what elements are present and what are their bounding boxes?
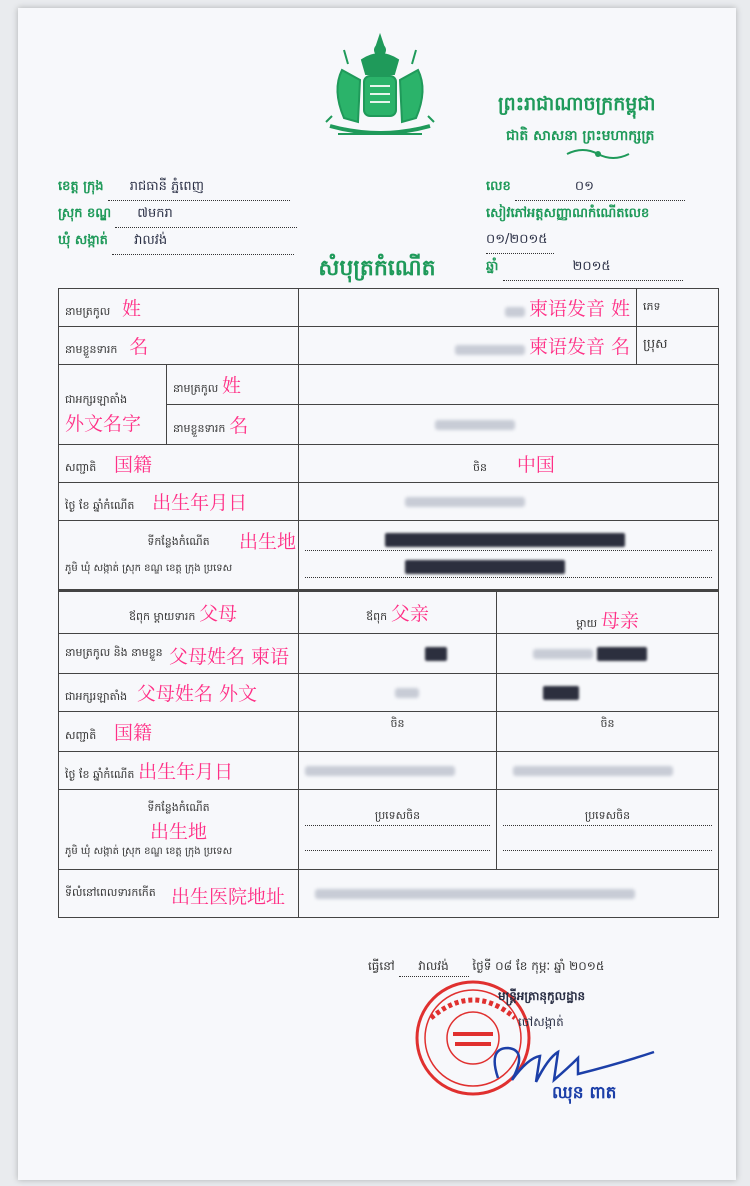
parent-latin-label: ជាអក្សរឡាតាំង [65, 690, 128, 703]
table-row [59, 521, 719, 591]
pob-label: ទីកន្លែងកំណើត [147, 534, 210, 548]
parent-name-label: នាមត្រកូល និង នាមខ្លួន [65, 646, 163, 659]
pob-cell [59, 521, 299, 591]
redacted-text [455, 345, 525, 355]
latin-given-annotation: 名 [229, 415, 249, 437]
table-row [59, 752, 719, 790]
latin-given-value-cell [299, 405, 719, 445]
redacted-text [385, 533, 625, 547]
parent-name-cell [59, 634, 299, 674]
latin-given-label: នាមខ្លួនទារក [173, 422, 226, 435]
father-header-cell [299, 591, 497, 634]
given-name-cell [59, 327, 299, 365]
mother-name-cell [497, 634, 719, 674]
given-name-annotation: 名 [129, 336, 149, 358]
redacted-text [505, 307, 525, 317]
sex-value-cell [637, 327, 719, 365]
redacted-text [597, 647, 647, 661]
table-row [59, 365, 719, 405]
parent-pob-cell [59, 790, 299, 870]
mother-country: ប្រទេសចិន [503, 809, 712, 826]
register-label: សៀវភៅអត្តសញ្ញាណកំណើតលេខ [486, 206, 650, 221]
officer-name: ឈុន ពាត [552, 1083, 617, 1103]
sex-value: ប្រុស [643, 337, 668, 352]
latin-surname-label: នាមត្រកូល [173, 382, 219, 395]
redacted-text [405, 497, 525, 507]
table-row [59, 674, 719, 712]
parent-latin-annotation: 父母姓名 外文 [136, 683, 257, 705]
national-motto: ជាតិ សាសនា ព្រះមហាក្សត្រ [506, 128, 655, 144]
table-row [59, 327, 719, 365]
officer-role: ចៅសង្កាត់ [518, 1015, 564, 1029]
redacted-text [405, 560, 565, 574]
done-at-label: ធ្វើនៅ [368, 959, 395, 973]
parent-pob-label: ទីកន្លែងកំណើត [147, 800, 210, 814]
commune-label: ឃុំ សង្កាត់ [58, 233, 108, 248]
parent-nationality-cell [59, 712, 299, 752]
latin-surname-cell [167, 365, 299, 405]
table-row [59, 483, 719, 521]
province-value: រាជធានី ភ្នំពេញ [108, 174, 290, 201]
pob-annotation: 出生地 [239, 531, 297, 553]
father-label: ឪពុក [366, 610, 388, 623]
father-country: ប្រទេសចិន [305, 809, 490, 826]
mother-nationality-cell [497, 712, 719, 752]
number-value: ០១ [515, 174, 685, 201]
issue-date: ថ្ងៃទី ០៨ ខែ កុម្ភៈ ឆ្នាំ ២០១៥ [472, 959, 605, 973]
commune-value: វាលវង់ [112, 228, 294, 255]
birth-certificate-page [18, 8, 736, 1180]
nationality-cell [59, 445, 299, 483]
surname-value-annotation: 柬语发音 姓 [528, 298, 631, 320]
sex-label-cell [637, 289, 719, 327]
mother-label: ម្ដាយ [576, 617, 598, 630]
parents-cell [59, 591, 299, 634]
table-row [59, 445, 719, 483]
parents-label: ឪពុក ម្ដាយទារក [129, 610, 196, 623]
redacted-text [543, 686, 579, 700]
mother-dob-cell [497, 752, 719, 790]
year-label: ឆ្នាំ [486, 259, 499, 274]
pob-value-cell [299, 521, 719, 591]
residence-cell [59, 870, 299, 918]
pob-sublabel: ភូមិ ឃុំ សង្កាត់ ស្រុក ខណ្ឌ ខេត្ត ក្រុង ប្រទេស [65, 562, 233, 574]
redacted-text [533, 649, 593, 659]
district-value: ៧មករា [115, 201, 297, 228]
latin-name-cell [59, 365, 167, 445]
given-name-label: នាមខ្លួនទារក [65, 343, 118, 356]
officer-title: មន្ត្រីអត្រានុកូលដ្ឋាន [498, 989, 586, 1003]
latin-name-annotation: 外文名字 [65, 413, 142, 435]
father-nationality: ចិន [390, 717, 405, 730]
ornament-divider-icon [563, 146, 633, 162]
redacted-text [513, 766, 673, 776]
surname-cell [59, 289, 299, 327]
latin-name-label: ជាអក្សរឡាតាំង [65, 393, 128, 406]
parent-dob-annotation: 出生年月日 [138, 761, 234, 783]
latin-surname-annotation: 姓 [222, 375, 242, 397]
province-label: ខេត្ត ក្រុង [58, 179, 104, 194]
table-row [59, 591, 719, 634]
redacted-text [395, 688, 419, 698]
surname-label: នាមត្រកូល [65, 305, 111, 318]
year-value: ២០១៥ [503, 254, 683, 281]
father-pob-cell [299, 790, 497, 870]
father-name-cell [299, 634, 497, 674]
latin-surname-value-cell [299, 365, 719, 405]
number-label: លេខ [486, 179, 511, 194]
residence-value-cell [299, 870, 719, 918]
latin-given-cell [167, 405, 299, 445]
parent-dob-label: ថ្ងៃ ខែ ឆ្នាំកំណើត [65, 768, 135, 781]
royal-coat-of-arms-emblem [318, 30, 442, 146]
father-nationality-cell [299, 712, 497, 752]
parents-annotation: 父母 [199, 603, 238, 625]
nationality-value-annotation: 中国 [516, 454, 555, 476]
sex-label: ភេទ [643, 300, 661, 313]
surname-annotation: 姓 [122, 298, 142, 320]
parent-nationality-label: សញ្ជាតិ [65, 729, 97, 742]
table-row [59, 289, 719, 327]
table-row [59, 790, 719, 870]
nationality-value: ចិន [473, 461, 487, 474]
parent-name-annotation: 父母姓名 柬语 [169, 646, 290, 668]
table-row [59, 634, 719, 674]
redacted-text [315, 889, 635, 899]
father-latin-cell [299, 674, 497, 712]
residence-annotation: 出生医院地址 [171, 886, 286, 908]
residence-label: ទីលំនៅពេលទារកកើត [65, 886, 156, 899]
father-annotation: 父亲 [390, 603, 429, 625]
register-value: ០១/២០១៥ [486, 227, 554, 254]
table-row [59, 712, 719, 752]
mother-header-cell [497, 591, 719, 634]
given-name-value-annotation: 柬语发音 名 [528, 336, 631, 358]
done-at-value: វាលវង់ [399, 958, 469, 977]
nationality-value-cell [299, 445, 719, 483]
mother-pob-cell [497, 790, 719, 870]
father-dob-cell [299, 752, 497, 790]
parent-dob-cell [59, 752, 299, 790]
document-title: សំបុត្រកំណើត [318, 256, 436, 281]
issued-line [368, 958, 604, 977]
mother-nationality: ចិន [600, 717, 615, 730]
redacted-text [435, 420, 515, 430]
surname-value-cell [299, 289, 637, 327]
district-label: ស្រុក ខណ្ឌ [58, 206, 112, 221]
location-block [58, 174, 308, 255]
nationality-label: សញ្ជាតិ [65, 461, 97, 474]
parent-nationality-annotation: 国籍 [114, 722, 153, 744]
parent-pob-sublabel: ភូមិ ឃុំ សង្កាត់ ស្រុក ខណ្ឌ ខេត្ត ក្រុង ប្រទេស [65, 845, 233, 857]
nationality-annotation: 国籍 [114, 454, 153, 476]
dob-value-cell [299, 483, 719, 521]
dob-cell [59, 483, 299, 521]
kingdom-title: ព្រះរាជាណាចក្រកម្ពុជា [498, 93, 656, 115]
parent-latin-cell [59, 674, 299, 712]
given-name-value-cell [299, 327, 637, 365]
mother-annotation: 母亲 [600, 610, 639, 632]
parent-pob-annotation: 出生地 [150, 820, 208, 843]
dob-annotation: 出生年月日 [152, 492, 248, 514]
birth-record-table [58, 288, 719, 918]
redacted-text [305, 766, 455, 776]
table-row [59, 870, 719, 918]
dob-label: ថ្ងៃ ខែ ឆ្នាំកំណើត [65, 499, 135, 512]
redacted-text [425, 647, 447, 661]
mother-latin-cell [497, 674, 719, 712]
